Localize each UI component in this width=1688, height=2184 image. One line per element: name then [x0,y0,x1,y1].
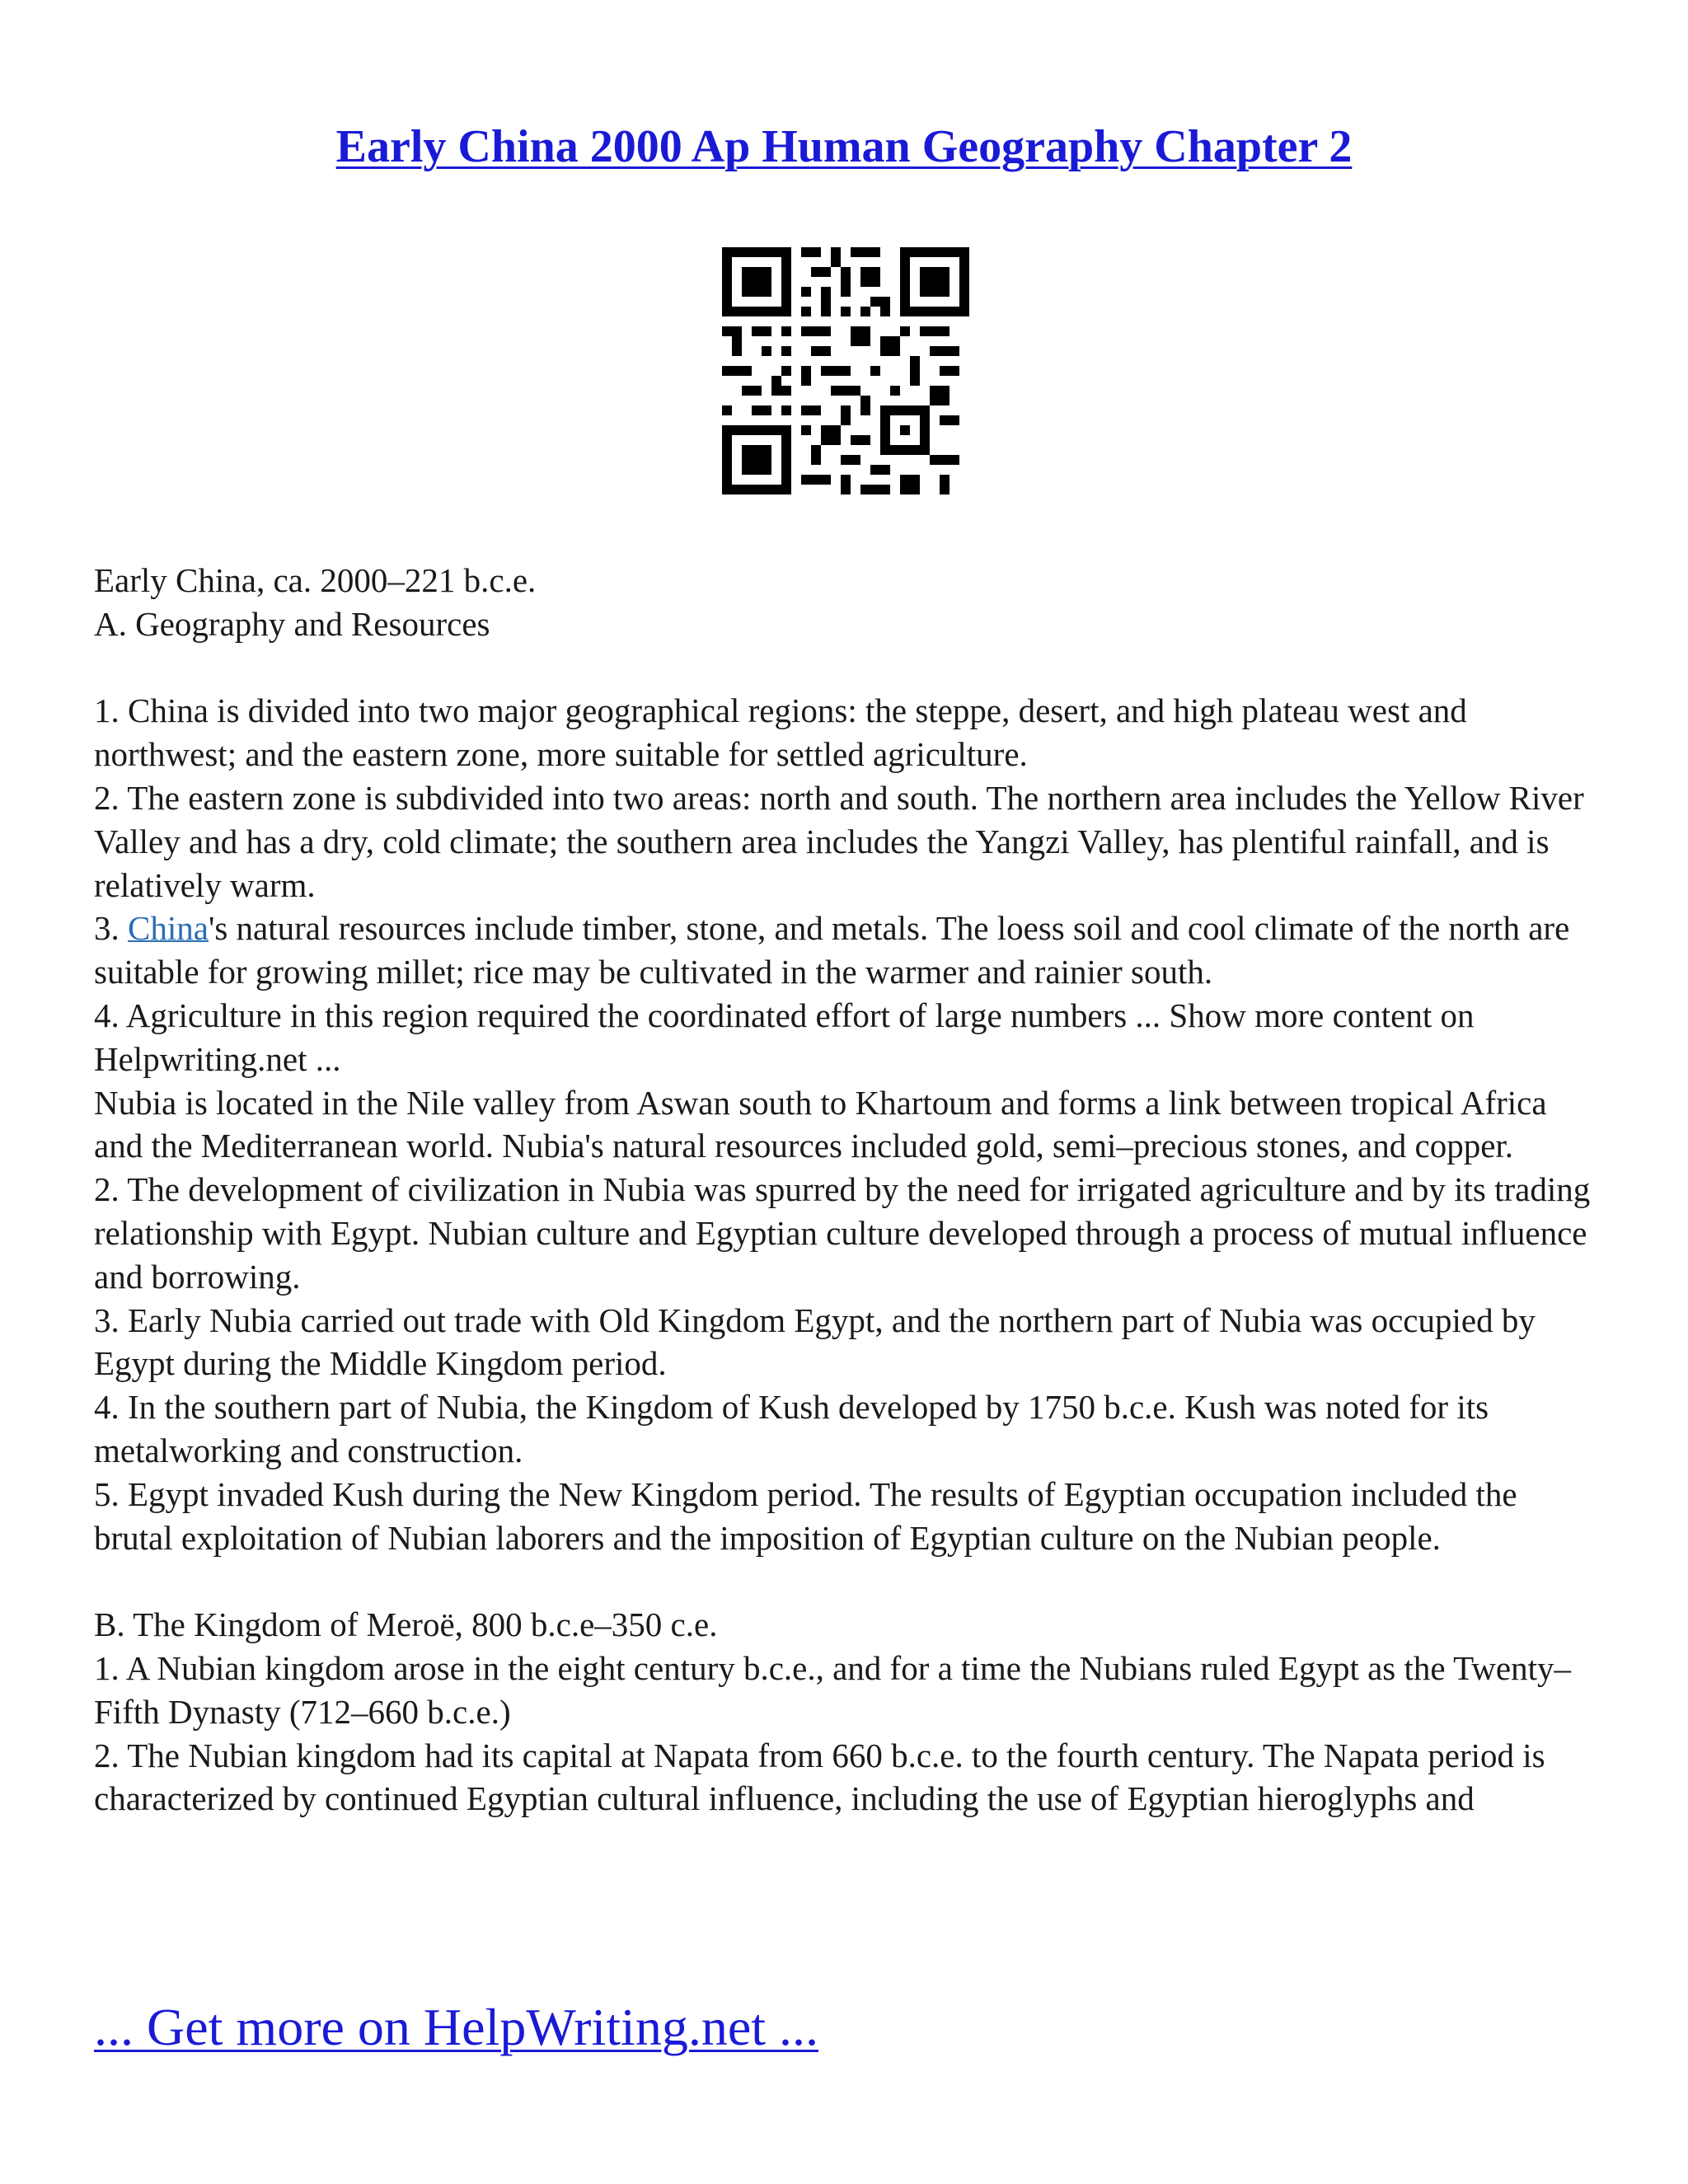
article-body [94,559,1602,1821]
section-a-heading: A. Geography and Resources [94,604,490,643]
paragraph: 5. Egypt invaded Kush during the New Kingdom period. The results of Egyptian occupation included the brutal exploitation of Nubian laborers and the imposition of Egyptian culture on the Nubian people. [94,1474,1517,1557]
paragraph: 2. The Nubian kingdom had its capital at Napata from 660 b.c.e. to the fourth century. The Napata period is characterized by continued Egyptian cultural influence, including the use of Egyptian hieroglyphs and [94,1736,1545,1818]
paragraph: 3. Early Nubia carried out trade with Old Kingdom Egypt, and the northern part of Nubia was occupied by Egypt during the Middle Kingdom period. [94,1301,1536,1383]
paragraph: 1. China is divided into two major geographical regions: the steppe, desert, and high plateau west and northwest; and the eastern zone, more suitable for settled agriculture. [94,691,1467,774]
paragraph: 4. Agriculture in this region required the coordinated effort of large numbers ... Show more content on Helpwriting.net ... [94,996,1475,1078]
paragraph-gap [94,646,1602,690]
get-more-footer [94,1994,818,2060]
section-b-heading: B. The Kingdom of Meroë, 800 b.c.e–350 c.e. [94,1605,718,1644]
paragraph-text: 's natural resources include timber, stone, and metals. The loess soil and cool climate of the north are suitable for growing millet; rice may be cultivated in the warmer and rainier south. [94,909,1570,991]
intro-line-1: Early China, ca. 2000–221 b.c.e. [94,561,537,599]
paragraph: Nubia is located in the Nile valley from Aswan south to Khartoum and forms a link between tropical Africa and the Mediterranean world. Nubia's natural resources included gold, semi–precious stones, and copper. [94,1083,1547,1165]
paragraph [94,907,1602,994]
get-more-link[interactable]: ... Get more on HelpWriting.net ... [94,1998,818,2056]
qr-code-icon [722,247,969,494]
paragraph: 2. The eastern zone is subdivided into two areas: north and south. The northern area includes the Yellow River Valley and has a dry, cold climate; the southern area includes the Yangzi Valley, has plentiful rainfall, and is relatively warm. [94,778,1584,904]
china-link[interactable]: China [128,909,209,948]
paragraph: 2. The development of civilization in Nubia was spurred by the need for irrigated agriculture and by its trading relationship with Egypt. Nubian culture and Egyptian culture developed through a process of mutual influence and borrowing. [94,1170,1591,1296]
paragraph: 1. A Nubian kingdom arose in the eight century b.c.e., and for a time the Nubians ruled Egypt as the Twenty–Fifth Dynasty (712–660 b.c.e.) [94,1648,1571,1731]
title-link[interactable]: Early China 2000 Ap Human Geography Chapter 2 [335,121,1353,172]
paragraph-prefix: 3. [94,909,128,948]
paragraph-gap [94,1559,1602,1603]
page-title [0,114,1688,180]
paragraph: 4. In the southern part of Nubia, the Kingdom of Kush developed by 1750 b.c.e. Kush was noted for its metalworking and construction. [94,1388,1489,1469]
